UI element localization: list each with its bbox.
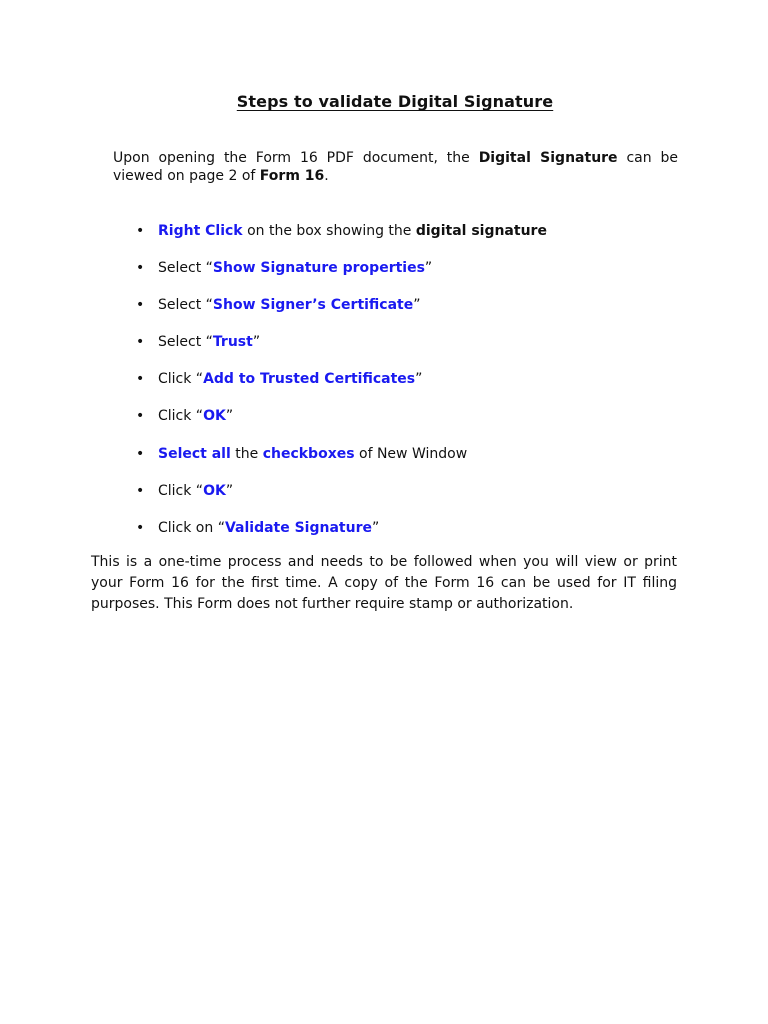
bullet-icon: • — [136, 445, 145, 462]
step-text: the — [230, 445, 263, 462]
step-text: Click “ — [158, 408, 204, 425]
step-highlight: Right Click — [158, 223, 243, 239]
bullet-icon: • — [136, 482, 145, 499]
bullet-icon: • — [136, 371, 145, 388]
intro-paragraph — [113, 149, 678, 185]
step-text: of New Window — [354, 445, 468, 462]
step-text: ” — [371, 519, 380, 536]
step-highlight: OK — [203, 482, 226, 499]
step-highlight: Show Signature properties — [212, 260, 425, 277]
list-item — [136, 222, 547, 259]
bullet-icon: • — [136, 408, 145, 425]
intro-text: . — [324, 168, 329, 184]
step-text: ” — [225, 482, 234, 499]
list-item — [136, 296, 547, 333]
page-title: Steps to validate Digital Signature — [236, 92, 554, 111]
list-item — [136, 370, 547, 407]
step-text: on the box showing the — [242, 223, 416, 239]
bullet-icon: • — [136, 519, 145, 536]
closing-paragraph: This is a one-time process and needs to be followed when you will view or print your Form 16 for the first time. A copy of the Form 16 can be used for IT filing purposes. This Form does not further require stamp or authorization. — [91, 554, 677, 612]
step-text: ” — [413, 297, 421, 314]
step-text: Select “ — [158, 297, 213, 314]
list-item — [136, 333, 547, 370]
step-highlight: OK — [203, 408, 226, 425]
step-highlight: checkboxes — [262, 445, 355, 462]
steps-list — [136, 222, 547, 556]
list-item — [136, 407, 547, 444]
step-text: Select “ — [158, 260, 213, 277]
step-highlight: Show Signer’s Certificate — [212, 297, 414, 314]
list-item — [136, 519, 547, 556]
step-text: ” — [424, 260, 433, 277]
step-highlight: Validate Signature — [224, 519, 372, 536]
step-text: Click on “ — [158, 519, 225, 536]
bullet-icon: • — [136, 334, 145, 351]
intro-text: can be viewed on page 2 of — [113, 150, 678, 184]
step-text: ” — [225, 408, 234, 425]
step-text: Click “ — [158, 482, 204, 499]
intro-text: Upon opening the Form 16 PDF document, the — [113, 150, 479, 166]
step-highlight: Trust — [212, 334, 253, 351]
step-text: Select “ — [158, 334, 213, 351]
bullet-icon: • — [136, 297, 145, 314]
list-item — [136, 482, 547, 519]
intro-bold-form16: Form 16 — [259, 168, 325, 184]
intro-bold-digital-signature: Digital Signature — [478, 150, 618, 166]
list-item — [136, 445, 547, 482]
bullet-icon: • — [136, 223, 145, 239]
step-highlight: Add to Trusted Certificates — [203, 371, 416, 388]
step-text: Click “ — [158, 371, 204, 388]
step-text: ” — [252, 334, 261, 351]
step-highlight: Select all — [158, 445, 231, 462]
step-text: ” — [415, 371, 423, 388]
list-item — [136, 259, 547, 296]
bullet-icon: • — [136, 260, 145, 277]
step-bold: digital signature — [415, 223, 547, 239]
